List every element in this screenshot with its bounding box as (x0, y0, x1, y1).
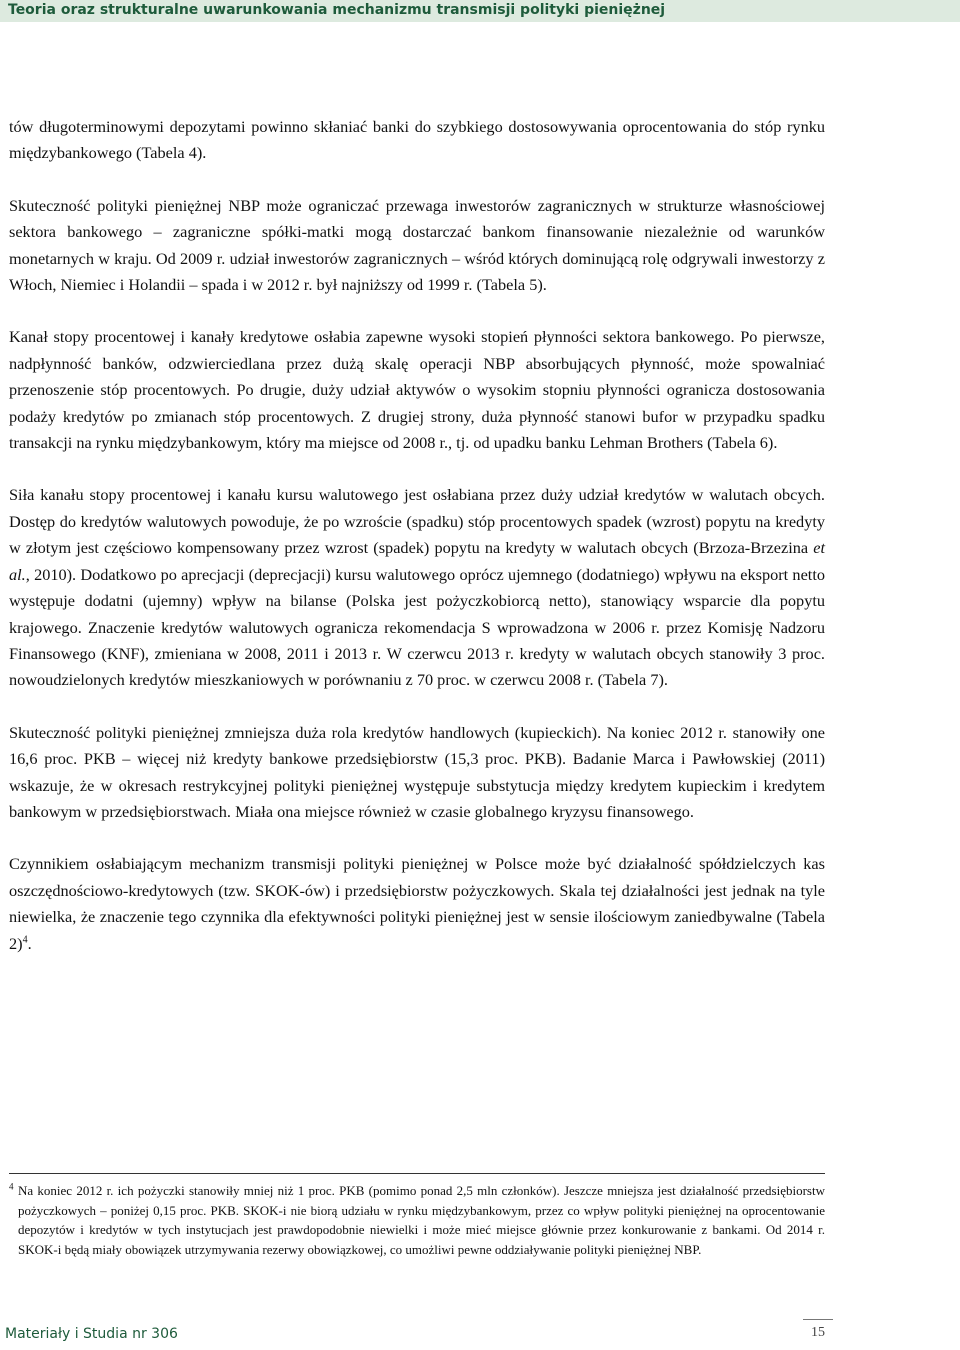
page-number: 15 (811, 1325, 825, 1340)
body-text (9, 114, 825, 983)
paragraph-6-text: Czynnikiem osłabiającym mechanizm transmisji polityki pieniężnej w Polsce może być działalność spółdzielczych kas oszczędnościowo-kredytowych (tzw. SKOK-ów) i przedsiębiorstw pożyczkowych. Skala tej działalności jest jednak na tyle niewielka, że znaczenie tego czynnika dla efektywności polityki pieniężnej jest w sensie ilościowym zaniedbywalne (Tabela 2) (9, 854, 825, 953)
footer-journal-title: Materiały i Studia nr 306 (5, 1326, 178, 1342)
paragraph-3: Kanał stopy procentowej i kanały kredytowe osłabia zapewne wysoki stopień płynności sektora bankowego. Po pierwsze, nadpłynność banków, odzwierciedlana przez dużą skalę operacji NBP absorbujących płynność, może spowalniać przenoszenie stóp procentowych. Po drugie, duży udział aktywów o wysokim stopniu płynności ogranicza dostosowania podaży kredytów po zmianach stóp procentowych. Z drugiej strony, duża płynność stanowi bufor w przypadku spadku transakcji na rynku międzybankowym, który ma miejsce od 2008 r., tj. od upadku banku Lehman Brothers (Tabela 6). (9, 327, 825, 453)
footnote-number: 4 (9, 1181, 14, 1192)
paragraph-4-part-1: Siła kanału stopy procentowej i kanału kursu walutowego jest osłabiana przez duży udział kredytów w walutach obcych. Dostęp do kredytów walutowych powoduje, że po wzroście (spadku) stóp procentowych spadek (wzrost) popytu na kredyty w złotym jest częściowo kompensowany przez wzrost (spadek) popytu na kredyty w walutach obcych (Brzoza-Brzezina (9, 485, 825, 558)
running-header-title: Teoria oraz strukturalne uwarunkowania mechanizmu transmisji polityki pieniężnej (8, 2, 666, 18)
paragraph-5: Skuteczność polityki pieniężnej zmniejsza duża rola kredytów handlowych (kupieckich). Na koniec 2012 r. stanowiły one 16,6 proc. PKB – więcej niż kredyty bankowe przedsiębiorstw (15,3 proc. PKB). Badanie Marca i Pawłowskiej (2011) wskazuje, że w okresach restrykcyjnej polityki pieniężnej występuje substytucja między kredytem kupieckim i kredytem bankowym w przedsiębiorstwach. Miała ona miejsce również w czasie globalnego kryzysu finansowego. (9, 722, 825, 821)
paragraph-2: Skuteczność polityki pieniężnej NBP może ograniczać przewaga inwestorów zagranicznych w strukturze własnościowej sektora bankowego – zagraniczne spółki-matki mogą dostarczać bankom finansowanie niezależnie od warunków monetarnych w kraju. Od 2009 r. udział inwestorów zagranicznych – wśród których dominującą rolę odgrywali inwestorzy z Włoch, Niemiec i Holandii – spada i w 2012 r. był najniższy od 1999 r. (Tabela 5). (9, 195, 825, 295)
running-header (0, 0, 960, 22)
footnote-text: Na koniec 2012 r. ich pożyczki stanowiły mniej niż 1 proc. PKB (pomimo ponad 2,5 mln członków). Jeszcze mniejsza jest działalność przedsiębiorstw pożyczkowych – poniżej 0,15 proc. PKB. SKOK-i nie biorą udziału w rynku międzybankowym, przez co wpływ polityki pieniężnej na oprocentowanie depozytów i kredytów w tych instytucjach jest prawdopodobnie niewielki i może mieć miejsce głównie przez konkurowanie z bankami. Od 2014 r. SKOK-i będą miały obowiązek utrzymywania rezerwy obowiązkowej, co umożliwi pewne oddziaływanie polityki pieniężnej NBP. (18, 1183, 825, 1257)
footnote-divider (9, 1173, 825, 1174)
paragraph-4-italic: et al. (9, 538, 825, 584)
paragraph-6 (9, 851, 825, 957)
footnote-reference[interactable]: 4 (22, 934, 28, 946)
paragraph-1: tów długoterminowymi depozytami powinno skłaniać banki do szybkiego dostosowywania oprocentowania do stóp rynku międzybankowego (Tabela 4). (9, 117, 825, 163)
paragraph-4 (9, 482, 825, 693)
footnote (9, 1181, 825, 1259)
paragraph-6-end: . (27, 933, 32, 953)
page-number-rule (803, 1319, 833, 1320)
paragraph-4-part-2: , 2010). Dodatkowo po aprecjacji (deprecjacji) kursu walutowego oprócz ujemnego (dodatniego) wpływu na eksport netto występuje dodatni (ujemny) wpływ na bilanse (Polska jest pożyczkobiorcą netto), stanowiący wsparcie dla popytu krajowego. Znaczenie kredytów walutowych ogranicza rekomendacja S wprowadzona w 2006 r. przez Komisję Nadzoru Finansowego (KNF), zmieniana w 2008, 2011 i 2013 r. W czerwcu 2013 r. kredyty w walutach obcych stanowiły 3 proc. nowoudzielonych kredytów mieszkaniowych w porównaniu z 70 proc. w czerwcu 2008 r. (Tabela 7). (9, 564, 825, 690)
